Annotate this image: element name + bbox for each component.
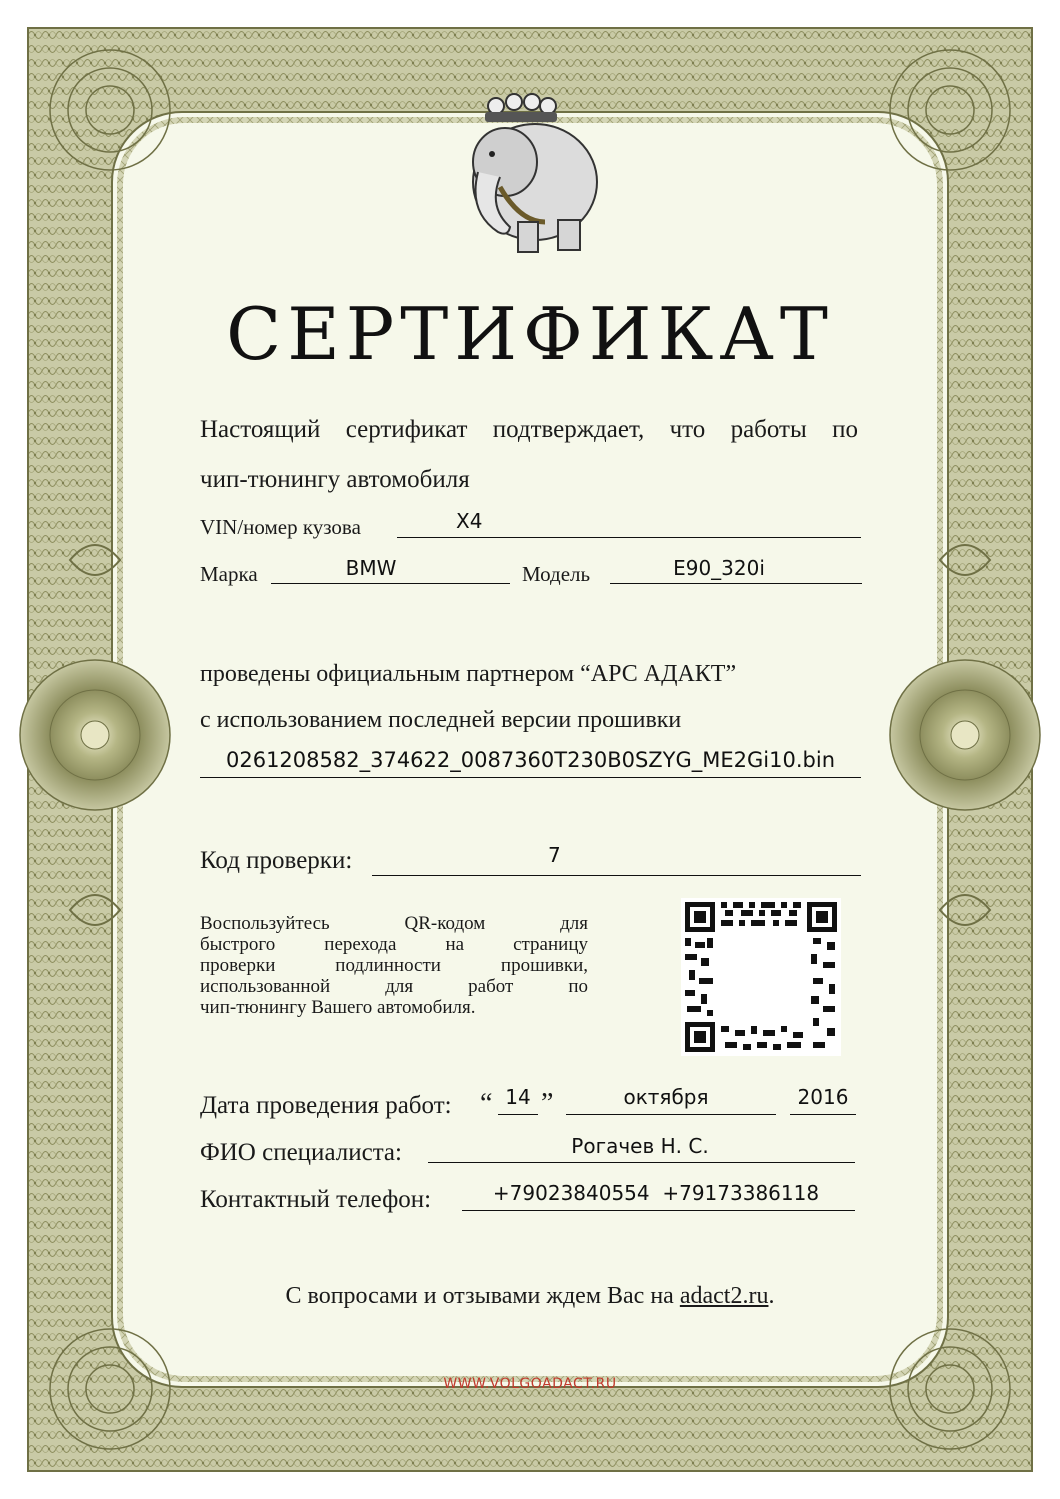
qr-note	[200, 913, 588, 1018]
phone-underline	[462, 1210, 855, 1211]
qr-note-line: быстрого перехода на страницу	[200, 934, 588, 955]
date-open-quote: “	[480, 1088, 493, 1119]
check-code-value: 7	[548, 843, 561, 867]
intro-line-2: чип-тюнингу автомобиля	[200, 466, 470, 493]
date-year-underline	[790, 1114, 856, 1115]
footer-link[interactable]: adact2.ru	[679, 1283, 769, 1309]
qr-code-icon[interactable]	[681, 898, 841, 1056]
phone-label: Контактный телефон:	[200, 1186, 432, 1213]
partner-line-2: с использованием последней версии прошивки	[200, 707, 682, 733]
vin-value: X4	[456, 509, 483, 533]
date-month: октября	[623, 1085, 709, 1109]
phone-value: +79023840554 +79173386118	[492, 1181, 820, 1205]
brand-value: BMW	[345, 556, 397, 580]
footer-text	[160, 1283, 900, 1310]
date-label: Дата проведения работ:	[200, 1092, 452, 1119]
vin-underline	[397, 537, 861, 538]
website-link[interactable]: WWW.VOLGOADACT.RU	[443, 1376, 617, 1392]
specialist-underline	[428, 1162, 855, 1163]
footer-message: С вопросами и отзывами ждем Вас на	[285, 1283, 674, 1309]
model-label: Модель	[522, 562, 591, 586]
qr-note-line: чип-тюнингу Вашего автомобиля.	[200, 997, 476, 1018]
date-day-underline	[498, 1114, 538, 1115]
firmware-value: 0261208582_374622_0087360T230B0SZYG_ME2Gi10.bin	[225, 748, 836, 772]
specialist-value: Рогачев Н. С.	[571, 1134, 709, 1158]
qr-note-line: Воспользуйтесь QR-кодом для	[200, 913, 588, 934]
footer-period: .	[768, 1283, 775, 1309]
date-day: 14	[505, 1085, 531, 1109]
qr-note-line: проверки подлинности прошивки,	[200, 955, 588, 976]
brand-label: Марка	[200, 562, 258, 586]
specialist-label: ФИО специалиста:	[200, 1139, 402, 1166]
date-close-quote: ”	[541, 1088, 554, 1119]
elephant-icon	[440, 92, 610, 262]
qr-note-line: использованной для работ по	[200, 976, 588, 997]
brand-underline	[271, 583, 510, 584]
firmware-underline	[200, 777, 861, 778]
date-month-underline	[566, 1114, 776, 1115]
intro-line-1: Настоящий сертификат подтверждает, что работы по	[200, 416, 858, 443]
check-code-label: Код проверки:	[200, 847, 353, 874]
date-year: 2016	[797, 1085, 849, 1109]
vin-label: VIN/номер кузова	[200, 515, 361, 539]
model-value: E90_320i	[673, 556, 765, 580]
partner-line-1: проведены официальным партнером “АРС АДАКТ”	[200, 661, 737, 687]
model-underline	[610, 583, 862, 584]
check-code-underline	[372, 875, 861, 876]
certificate-title: СЕРТИФИКАТ	[226, 292, 834, 376]
